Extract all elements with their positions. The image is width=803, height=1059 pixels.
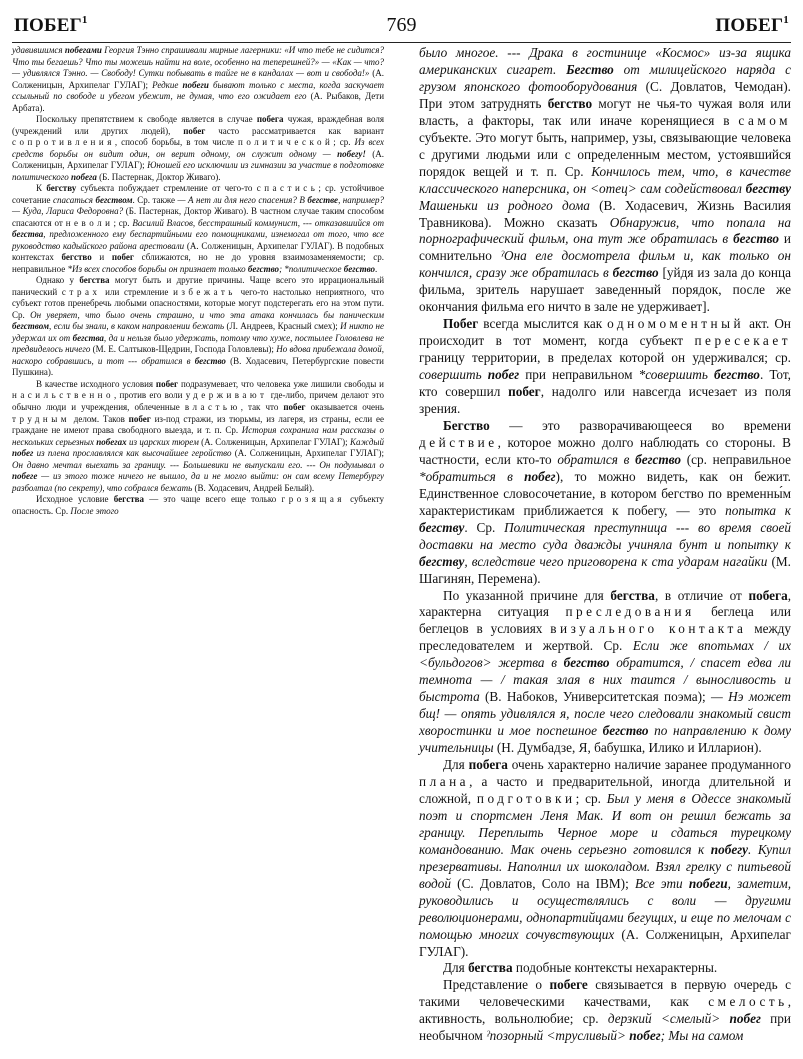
headword-mention: бегство (547, 95, 593, 111)
headword-mention: побегами (64, 45, 102, 55)
headword-mention: бегства (468, 960, 513, 976)
text-run: трудным (12, 413, 70, 424)
headword-mention: Бегство (566, 61, 614, 77)
text-run: обратится, / спасет едва ли темнота — / такая злая в них таится / выносливость и быстрота (419, 655, 792, 705)
text-run: *совершить (638, 367, 714, 383)
text-run: В качестве исходного условия (36, 378, 156, 389)
text-run: неволи (65, 217, 114, 228)
text-run: Поскольку препятствием к свободе является в случае (36, 114, 257, 125)
headword-mention: побеге (549, 977, 588, 993)
text-run: Каждый (349, 436, 384, 447)
headword-mention: бегство (61, 252, 92, 263)
headword-mention: побеги (182, 79, 209, 90)
headword-mention: побег (12, 448, 34, 459)
text-run: пересекает (694, 333, 791, 349)
text-run: чего-то настолько неприятного, что субъект готов пренебречь любыми опасностями, которые могут подстерегать его на этом пути. Ср. (12, 286, 384, 320)
text-run: и сомнительно (419, 231, 791, 264)
text-run: , а часто и предварительной, иногда длительной и сложной, (419, 773, 791, 806)
text-run: беглеца или беглецов в условиях (419, 604, 791, 637)
text-run: политической (238, 137, 334, 148)
paragraph (12, 275, 384, 379)
text-run: (В. Ходасевич, Андрей Белый). (192, 482, 315, 493)
text-run: , способ борьбы, в том числе (114, 137, 239, 148)
text-run: спастись (256, 183, 319, 194)
headword-mention: бегство (602, 723, 649, 739)
text-run: одномоментный (607, 316, 745, 332)
paragraph (12, 114, 384, 183)
headword-mention: бегство (612, 265, 659, 281)
text-run: После этого (70, 505, 119, 516)
headword-mention: побег (508, 384, 541, 400)
headword-mention: бегство (194, 355, 226, 366)
headword-mention: побег (729, 1011, 761, 1027)
text-run: (С. Довлатов, Чемодан). При этом затруднять (419, 78, 791, 111)
headword-mention: бегством (12, 321, 50, 332)
headword-mention: бегство (635, 451, 682, 467)
text-run: [уйдя из зала до конца фильма, зритель нарушает заведенный порядок, после же окончания фильма его ничто в зале не удерживает]. (419, 265, 791, 315)
headword-mention: побег (111, 252, 135, 263)
text-run: По указанной причине для (443, 587, 611, 603)
text-run: , характерна ситуация (419, 587, 792, 620)
text-run: страх (61, 286, 101, 297)
text-run: связывается в первую очередь с такими человеческими качествами, как (419, 977, 791, 1010)
text-run: (Б. Пастернак, Доктор Живаго). (96, 171, 221, 182)
headword-mention: бегство (343, 263, 376, 274)
headword-mention: побег (155, 378, 179, 389)
text-run: И никто не удержал их от (12, 321, 385, 343)
text-run: — А нет ли для него спасения? В (177, 194, 308, 205)
text-run: , против его воли (113, 390, 186, 401)
headword-mention: побега (256, 114, 284, 125)
text-run: Однако у (36, 275, 80, 286)
text-run: подразумевает, что человека уже лишили свободы и (178, 378, 384, 389)
right-column (419, 45, 791, 1045)
headword-mention: побега (468, 757, 508, 773)
text-run: К (36, 183, 47, 194)
headword-mention: бегства (72, 332, 104, 343)
text-run: (ср. неправильное (681, 451, 791, 467)
text-run: , если бы знали, в каком направлении бежать (49, 321, 225, 332)
text-run: , которое можно долго наблюдать со стороны. В частности, если кто-то (419, 434, 791, 467)
paragraph (12, 494, 384, 517)
text-run: смелость (708, 994, 788, 1010)
text-run: и (91, 252, 112, 263)
text-run: Он давно мечтал выехать за границу. --- Большевики не выпускали его. --- Он подумывал о (12, 459, 384, 470)
text-run: очень характерно наличие заранее продуманного (507, 757, 791, 773)
text-run: ; ср. (333, 137, 355, 148)
text-run: Он уверяет, что было очень страшно, и что эта атака кончилась бы паническим (30, 309, 384, 320)
text-run: между преследователем и жертвой. Ср. (419, 621, 791, 654)
headword-mention: побеге (12, 471, 38, 482)
text-run: где-либо, причем делают это обычно люди и учреждения, облеченные (12, 390, 384, 412)
text-run: Исходное условие (36, 494, 114, 505)
text-run: Из всех средств борьбы он видит один, он верит одному, он служит одному — (12, 137, 384, 159)
headword-mention: бегство (563, 655, 610, 671)
text-run: визуального контакта (550, 621, 747, 637)
headword-mention: побег (487, 367, 520, 383)
headword-mention: побега (71, 171, 97, 182)
text-run: , например? — Куда, Лариса Федоровна? (12, 194, 385, 217)
text-run: дерзкий <смелый> (607, 1011, 730, 1027)
text-run: по направлению к дому учительницы (419, 723, 791, 756)
text-run: ; ср. (113, 217, 133, 228)
text-run: подобные контексты нехарактерны. (512, 960, 718, 976)
headword-mention: побегу (710, 841, 749, 857)
headword-mention: побег (524, 468, 556, 484)
headword-mention: бегство (733, 231, 780, 247)
text-run: совершить (419, 367, 488, 383)
text-run: насильственно (12, 390, 114, 401)
text-run: Для (443, 757, 469, 773)
headword-mention: побег (183, 125, 206, 136)
text-run: *обратиться в (419, 468, 525, 484)
headword-mention: бегству (46, 183, 77, 194)
text-run: , надолго или навсегда исчезает из поля зрения. (419, 384, 791, 417)
text-run: удавившимся (12, 45, 65, 55)
paragraph (12, 183, 384, 275)
text-run: удерживают (185, 390, 268, 401)
text-run: границу территории, в пределах которой он удерживался; ср. (419, 350, 791, 366)
paragraph (419, 418, 791, 588)
text-run: сопротивления (12, 137, 115, 148)
text-run: — это чаще всего еще только (144, 494, 282, 505)
text-run: — Нэ может бщ! — опять удивлялся я, после чего следовали знакомый свист хворостинки и мое поспешное (419, 689, 791, 739)
text-run: (Н. Думбадзе, Я, бабушка, Илико и Илларион). (493, 740, 762, 756)
paragraph (419, 757, 791, 960)
text-run: Все эти (634, 875, 689, 891)
header-sup-right: 1 (783, 14, 789, 26)
text-run: (С. Довлатов, Соло на IBM); (450, 875, 635, 891)
text-run: . Ср. также (132, 194, 178, 205)
text-run: чужая, враждебная воля (учреждений или других людей), (12, 114, 385, 136)
text-run: из плена прославлялся как высочайшее геройство (33, 448, 232, 459)
headword-mention: побеги (688, 875, 728, 891)
text-run: , активность, вольнолюбие; ср. (419, 994, 791, 1027)
headword-mention: бегство (713, 367, 760, 383)
header-headword-left: ПОБЕГ$^1$ (14, 14, 88, 36)
text-run: ˀОна еле досмотрела фильм и, как только он кончился, сразу же обратилась в (419, 248, 791, 281)
headword-mention: бегства (113, 494, 144, 505)
text-run: , заметим, руководились и осуществлялись с воли — другими революционерами, однопартийцами бегущих, и еще по мелочам с помощью многих сочувствующих (419, 875, 792, 942)
text-run: спасаться (52, 194, 96, 205)
text-run: (А. Солженицын, Архипелаг ГУЛАГ). (419, 926, 791, 959)
text-run: бывают только с места, когда заскучает ссыльный по свободе и убегом убежит, не думая, что его ожидает его (12, 79, 384, 102)
headword-mention: бегству (419, 519, 465, 535)
headword-mention: побегах (96, 436, 127, 447)
text-run: *Из всех способов борьбы он признает только (67, 263, 248, 274)
text-run: Обнаружив, что попала на порнографический фильм, она тут же обратилась в (419, 214, 791, 247)
text-run: , так что (240, 401, 284, 412)
text-run: акт. Он происходит в тот момент, когда субъект (419, 316, 791, 349)
paragraph (12, 45, 384, 114)
headword-mention: побега (748, 587, 788, 603)
text-run: . Ср. (464, 519, 505, 535)
text-run: сближаются, но не до уровня взаимозаменяемости; ср. неправильное (12, 252, 384, 274)
headword-mention: бегства (610, 587, 655, 603)
text-run: (М. Е. Салтыков-Щедрин, Господа Головлевы); (90, 344, 277, 355)
text-run: Для (443, 960, 469, 976)
text-run: Кончилось тем, что, в качестве классического наперсника, он <отец> сам содействовал (419, 163, 791, 196)
paragraph (419, 977, 791, 1045)
text-run: — из этого тоже ничего не вышло, да и не могло выйти: он сам всему Петербургу разболтал (по секрету), что собрался бежать (12, 471, 384, 493)
paragraph (12, 379, 384, 494)
text-run: История сохранила нам рассказы о нескольких серьезных (12, 425, 384, 447)
text-run: (Б. Пастернак, Доктор Живаго). В частном случае таким способом спасаются от (12, 206, 384, 228)
text-run: . Купил презервативы. Наполнил их шоколадом. Взял грелку с питьевой водой (419, 841, 791, 891)
paragraph (419, 45, 791, 316)
text-run: (А. Солженицын, Архипелаг ГУЛАГ); (198, 436, 350, 447)
headword-mention: побег (283, 401, 306, 412)
text-run: делом. Таков (70, 413, 129, 424)
text-run: , в отличие от (654, 587, 749, 603)
header-headword-right: ПОБЕГ$^1$ (715, 14, 789, 36)
text-run: действие (419, 434, 498, 450)
text-run: ), то можно видеть, как он бежит. Единственное словосочетание, в котором бегство по временны́м характеристикам приближается к побегу, — это (419, 468, 791, 518)
text-run: (А. Солженицын, Архипелаг ГУЛАГ); (231, 448, 384, 459)
text-run: , да и нельзя было удержать, потому что хуже, постылее Головлева не предвиделось ничего (12, 332, 385, 355)
text-run: властью (184, 401, 241, 412)
text-run: (Л. Андреев, Красный смех); (224, 321, 341, 332)
text-run: субъекта побуждает стремление от чего-то (76, 183, 257, 194)
text-run: или стремление (100, 286, 174, 297)
text-run: Был у меня в Одессе знакомый поэт и спортсмен Леня Мак. И вот он решил бежать за границу. Переплыть Черное море и сдаться турецкому командованию. Мак очень серьезно готовился к (419, 790, 792, 857)
text-run: из-под стражи, из тюрьмы, из лагеря, из страны, если ее граждане не имеют права свободного выезда, и т. п. Ср. (12, 413, 384, 436)
text-run: Представление о (443, 977, 550, 993)
running-header (12, 6, 791, 43)
text-run: самом (738, 112, 791, 128)
text-run: Редкие (152, 79, 183, 90)
headword-mention: бегством (95, 194, 133, 205)
headword-mention: побегу! (337, 148, 366, 159)
text-run: Василий Власов, бесстрашный коммунист, --- отказавшийся от (132, 217, 384, 228)
text-run: часто рассматривается как вариант (205, 125, 384, 136)
text-run: при необычном (419, 1011, 791, 1044)
text-run: (В. Ходасевич, Петербургские повести Пушкина). (12, 355, 384, 378)
text-run: ; ср. (575, 790, 607, 806)
paragraph (419, 588, 791, 758)
text-run: обратился в (557, 451, 636, 467)
text-run: Если же впотьмах / их <бульдогов> жертва в (419, 638, 791, 671)
text-run: . (375, 263, 378, 274)
left-column (12, 45, 384, 1045)
headword-mention: побег (629, 1028, 661, 1044)
paragraph (419, 316, 791, 418)
text-run: субъекту опасность. Ср. (12, 494, 384, 516)
headword-mention: бегстве (307, 194, 339, 205)
text-run: могут быть и другие причины. Чаще всего это иррациональный панический (12, 275, 385, 297)
text-run: всегда мыслится как (478, 316, 608, 332)
text-run: ; Мы на самом (660, 1028, 744, 1044)
headword-mention: побег (128, 413, 151, 424)
text-run: (А. Солженицын, Архипелаг ГУЛАГ). В подобных контекстах (12, 240, 385, 263)
text-run: Но вдова прибежала домой, наскоро собравшись, и тот --- обратился в (12, 344, 385, 366)
text-run: Георгия Тэнно спрашивали мирные лагерники: «И что тебе не сидится? Что ты бегаешь? Что ты можешь найти на воле, особенно на теперешней?» — «Как — что? — удивлялся Тэнно. — Свободу! Сутки побывать в тайге не в кандалах — вот и свобода!» (12, 45, 384, 79)
text-run: могут не чья-то чужая воля или власть, а факторы, так или иначе коренящиеся в (419, 95, 791, 128)
text-run: субъекте. Это могут быть, например, узы, связывающие человека с другими людьми или с определенным местом, устоявшийся порядок вещей и т. п. Ср. (419, 129, 791, 179)
text-run: ˀпозорный <трусливый> (486, 1028, 630, 1044)
paragraph (419, 960, 791, 977)
headword-mention: Бегство (443, 417, 490, 433)
text-run: , предложенного ему беспартийными его помощниками, изнемогал от того, что все руководство кадыйского района арестовали (12, 229, 384, 251)
text-run: Политическая преступница --- во время своей доставки на место суда дважды учиняла бунт и попытку к (419, 519, 791, 552)
header-sup-left: 1 (81, 14, 88, 26)
text-run: из царских тюрем (126, 436, 199, 447)
text-run: подготовки (476, 790, 576, 806)
text-run: преследования (565, 604, 695, 620)
text-run: Машеньки из родного дома (419, 197, 590, 213)
text-run: (А. Рыбаков, Дети Арбата). (12, 91, 385, 113)
headword-mention: бегства (79, 275, 110, 286)
text-run: — это разворачивающееся во времени (489, 417, 791, 433)
headword-mention: бегству (419, 553, 465, 569)
text-run: (В. Ходасевич, Жизнь Василия Травникова). Можно сказать (419, 197, 791, 230)
text-run: оказывается очень (305, 401, 384, 412)
text-run: грозящая (281, 494, 345, 505)
text-run: избежать (173, 286, 236, 297)
headword-mention: Побег (443, 316, 479, 332)
text-run: попытка к (725, 502, 792, 518)
text-run: (А. Солженицын, Архипелаг ГУЛАГ); (12, 68, 384, 90)
text-run: Юношей его исключили из гимназии за участие в подготовке политического (12, 160, 384, 182)
text-run: при неправильном (519, 367, 639, 383)
page-number: 769 (386, 14, 417, 36)
headword-mention: бегство (247, 263, 280, 274)
text-run: от милицейского наряда с грузом японского фотооборудования (419, 61, 791, 94)
headword-mention: бегству (745, 180, 791, 196)
text-run: плана (419, 773, 470, 789)
text-run: , вследствие чего приговорена к ста ударам нагайки (464, 553, 768, 569)
headword-mention: бегства (12, 229, 44, 240)
text-run: ; ср. устойчивое сочетание (12, 183, 384, 205)
text-run: (М. Шагинян, Перемена). (419, 553, 791, 586)
text-run: ; *политическое (279, 263, 344, 274)
text-run: . Тот, кто совершил (419, 367, 791, 400)
text-columns (12, 45, 791, 1045)
text-run: (А. Солженицын, Архипелаг ГУЛАГ); (12, 148, 384, 171)
text-run: было многое. --- Драка в гостинице «Космос» из-за ящика американских сигарет. (419, 45, 791, 77)
text-run: (В. Набоков, Университетская поэма); (479, 689, 712, 705)
